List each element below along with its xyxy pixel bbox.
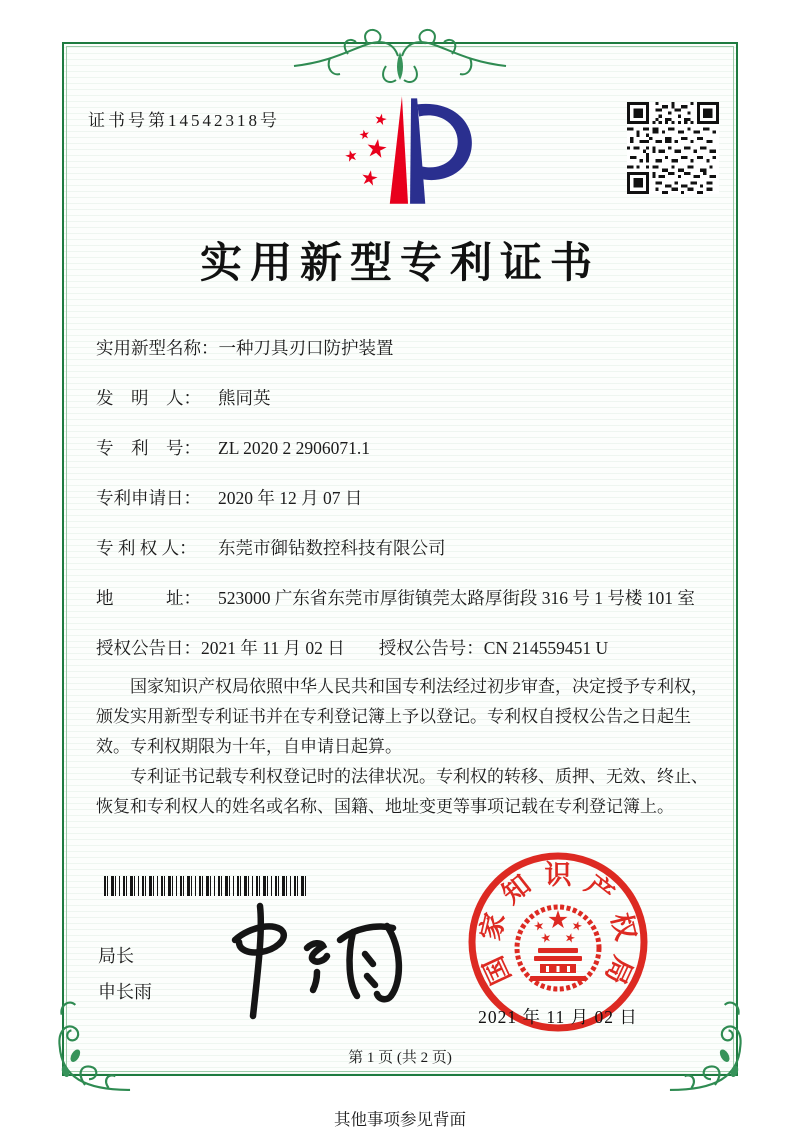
director-name: 申长雨 bbox=[98, 982, 152, 1002]
svg-text:知: 知 bbox=[496, 869, 537, 910]
field-patentee bbox=[96, 536, 708, 560]
field-label: 专 利 权 人： bbox=[96, 538, 197, 558]
field-grant-row bbox=[96, 636, 708, 660]
page-number: 第 1 页 (共 2 页) bbox=[348, 1050, 452, 1066]
svg-text:权: 权 bbox=[605, 909, 641, 944]
legal-paragraph-2: 专利证书记载专利权登记时的法律状况。专利权的转移、质押、无效、终止、恢复和专利权人的姓名或名称、国籍、地址变更等事项记载在专利登记簿上。 bbox=[96, 767, 708, 816]
field-label: 专利申请日： bbox=[96, 488, 201, 508]
field-label: 地 址： bbox=[96, 588, 201, 608]
field-value: CN 214559451 U bbox=[483, 638, 609, 658]
field-filing-date bbox=[96, 486, 708, 510]
field-label: 授权公告号： bbox=[378, 638, 484, 658]
director-title: 局长 bbox=[98, 946, 134, 966]
field-utility-model-name bbox=[96, 336, 708, 360]
signature-script-icon bbox=[205, 898, 410, 1023]
field-value: 523000 广东省东莞市厚街镇莞太路厚街段 316 号 1 号楼 101 室 bbox=[218, 588, 695, 608]
corner-flourish-right-icon bbox=[668, 994, 754, 1094]
field-label: 专 利 号： bbox=[96, 438, 201, 458]
seal-date: 2021 年 11 月 02 日 bbox=[478, 1007, 638, 1027]
field-value: 东莞市御钻数控科技有限公司 bbox=[218, 538, 446, 558]
field-value: 2021 年 11 月 02 日 bbox=[201, 638, 345, 658]
svg-text:国: 国 bbox=[477, 951, 517, 989]
svg-text:局: 局 bbox=[599, 951, 639, 989]
field-grant-number bbox=[379, 636, 608, 660]
legal-text bbox=[96, 672, 710, 822]
director-block bbox=[98, 938, 152, 1010]
barcode-icon bbox=[104, 876, 309, 896]
field-grant-date bbox=[96, 636, 345, 660]
legal-paragraph-1: 国家知识产权局依照中华人民共和国专利法经过初步审查，决定授予专利权，颁发实用新型专利证书并在专利登记簿上予以登记。专利权自授权公告之日起生效。专利权期限为十年，自申请日起算。 bbox=[96, 677, 708, 756]
cnipa-logo-icon bbox=[330, 90, 482, 210]
national-emblem-icon bbox=[517, 907, 599, 989]
field-value: 2020 年 12 月 07 日 bbox=[218, 488, 363, 508]
field-patent-number bbox=[96, 436, 708, 460]
field-value: 一种刀具刃口防护装置 bbox=[218, 338, 394, 358]
field-label: 发 明 人： bbox=[96, 388, 201, 408]
field-value: ZL 2020 2 2906071.1 bbox=[218, 438, 370, 458]
svg-text:识: 识 bbox=[544, 860, 572, 890]
svg-text:产: 产 bbox=[579, 869, 620, 910]
svg-text:家: 家 bbox=[475, 909, 511, 944]
field-label: 授权公告日： bbox=[96, 638, 201, 658]
certificate-fields bbox=[96, 336, 708, 660]
certificate-title: 实用新型专利证书 bbox=[199, 241, 600, 287]
certificate-number: 证书号第14542318号 bbox=[88, 111, 280, 130]
back-side-note: 其他事项参见背面 bbox=[334, 1110, 466, 1129]
field-address bbox=[96, 586, 708, 610]
field-inventor bbox=[96, 386, 708, 410]
field-value: 熊同英 bbox=[218, 388, 271, 408]
field-label: 实用新型名称： bbox=[96, 338, 219, 358]
qr-code-icon bbox=[627, 102, 719, 194]
